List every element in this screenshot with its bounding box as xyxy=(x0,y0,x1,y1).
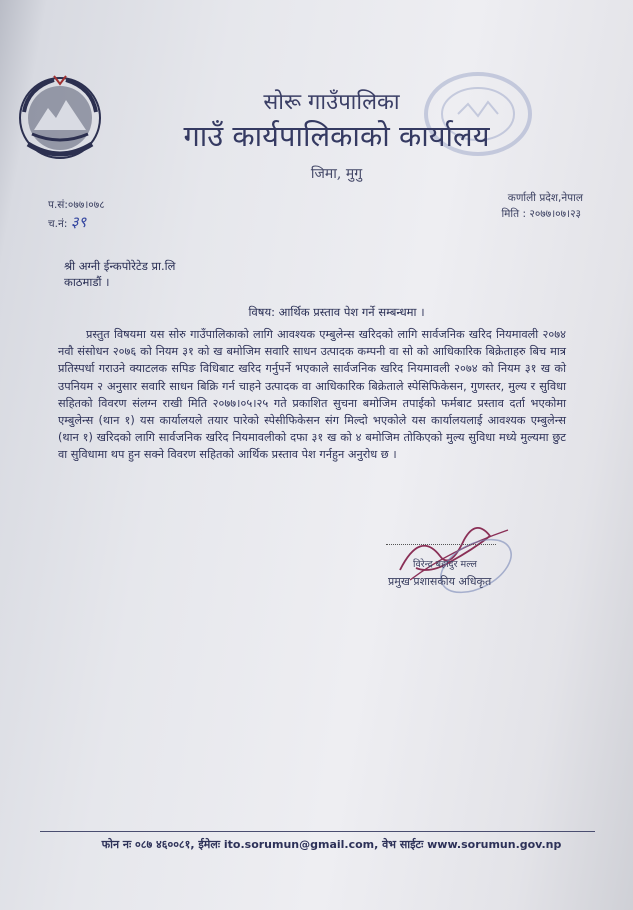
office-name: गाउँ कार्यपालिकाको कार्यालय xyxy=(183,119,490,153)
footer-divider xyxy=(40,831,595,832)
footer-phone: फोन नः ०८७ ४६००८१, xyxy=(101,838,195,851)
reference-number: प.सं:०७७।०७८ xyxy=(48,199,105,211)
footer-email: ईमेलः ito.sorumun@gmail.com, xyxy=(198,838,379,851)
letter-body: प्रस्तुत विषयमा यस सोरु गाउँपालिकाको लागि आवश्यक एम्बुलेन्स खरिदको लागि सार्वजनिक खरिद नियमावली २०७४ नवौ संसोधन २०७६ को नियम ३१ को ख बमोजिम सवारि साधन उत्पादक कम्पनी वा सो को आधिकारिक बिक्रेताहरु बिच मात्र प्रतिस्पर्धा गराउने क्याटलक सपिङ विधिबाट खरिद गर्नुपर्ने भएकाले सार्वजनिक खरिद नियमावली २०७४ को नियम ३१ ख को उपनियम २ अनुसार सवारि साधन बिक्रि गर्न चाहने उत्पादक वा आधिकारिक बिक्रेताले स्पेसिफिकेसन, गुणस्तर, मुल्य र सुविधा सहितको विवरण संलग्न राखी मिति २०७७।०५।२५ गते प्रकाशित सुचना बमोजिम तपाईको फर्मबाट प्रस्ताव दर्ता भएकोमा एम्बुलेन्स (थान १) यस कार्यालयले तयार पारेको स्पेसीफिकेसन संग मिल्दो भएकोले यस कार्यालयलाई आवश्यक एम्बुलेन्स (थान १) खरिदको लागि सार्वजनिक खरिद नियमावलीको दफा ३१ ख को ४ बमोजिम तोकिएको मुल्य सुविधा मध्ये मुल्यमा छुट वा सुविधामा थप हुन सक्ने विवरण सहितको आर्थिक प्रस्ताव पेश गर्नहुन अनुरोध छ । xyxy=(58,328,566,462)
footer-contact xyxy=(0,837,633,852)
office-location: जिमा, मुगु xyxy=(310,166,363,182)
dispatch-label: च.नं: xyxy=(48,218,68,230)
signature-line xyxy=(386,544,496,545)
dispatch-number xyxy=(48,212,86,232)
letter-subject: विषय: आर्थिक प्रस्ताव पेश गर्ने सम्बन्धमा । xyxy=(248,305,425,319)
province-line: कर्णाली प्रदेश,नेपाल xyxy=(507,192,583,204)
dispatch-value: ३९ xyxy=(70,213,87,231)
signatory-title: प्रमुख प्रशासकीय अधिकृत xyxy=(388,575,492,588)
signatory-name: विरेन्द्र बहादुर मल्ल xyxy=(413,559,477,570)
addressee-city: काठमाडौं । xyxy=(64,275,110,289)
addressee-name: श्री अग्नी ईन्कपोरेटेड प्रा.लि xyxy=(64,259,176,273)
municipality-name: सोरू गाउँपालिका xyxy=(263,90,400,115)
letter-date: मिति : २०७७।०७।२३ xyxy=(501,208,581,220)
footer-website: वेभ साईटः www.sorumun.gov.np xyxy=(382,838,562,851)
